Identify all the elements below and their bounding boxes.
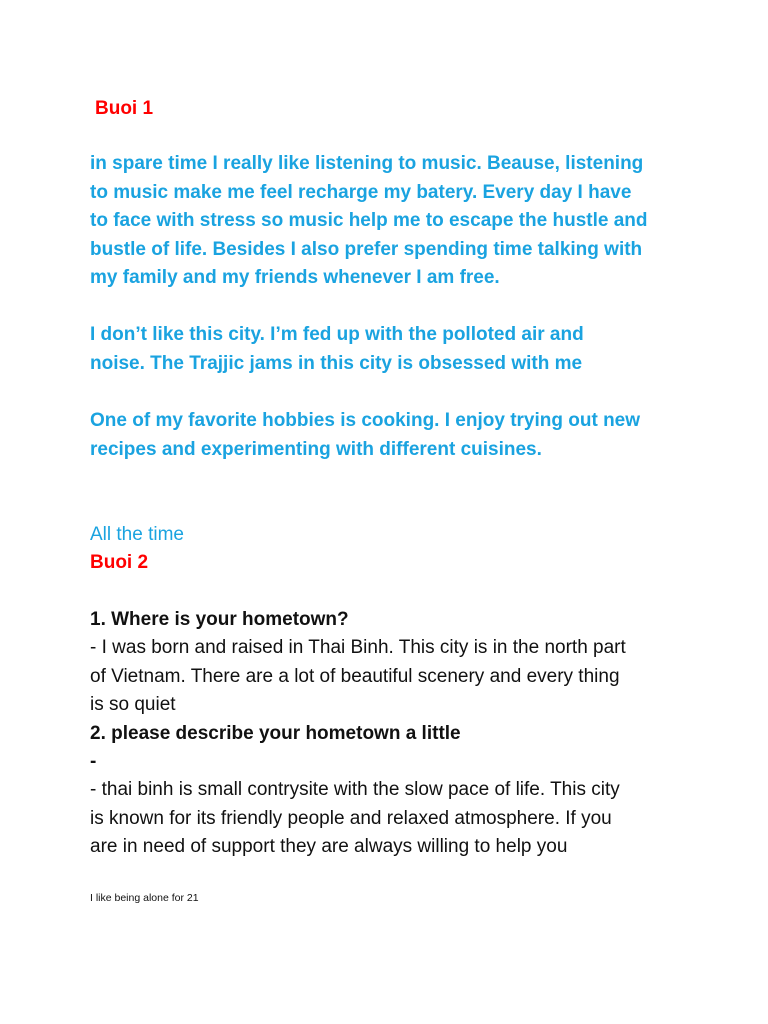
text-line: recipes and experimenting with different cuisines.: [90, 438, 542, 460]
text-line: in spare time I really like listening to music. Beause, listening: [90, 153, 644, 174]
text-line: I don’t like this city. I’m fed up with the polloted air and: [90, 324, 584, 345]
answer-1: [90, 634, 690, 720]
answer-2: [90, 776, 690, 862]
text-line: of Vietnam. There are a lot of beautiful scenery and every thing: [90, 665, 620, 687]
text-line: is so quiet: [90, 694, 176, 716]
question-1: 1. Where is your hometown?: [90, 609, 349, 630]
session1-paragraph-3: [90, 407, 690, 464]
text-line: - I was born and raised in Thai Binh. This city is in the north part: [90, 637, 626, 658]
text-line: One of my favorite hobbies is cooking. I enjoy trying out new: [90, 410, 641, 431]
session2-heading: Buoi 2: [90, 552, 149, 573]
text-line: noise. The Trajjic jams in this city is obsessed with me: [90, 352, 583, 374]
text-line: to music make me feel recharge my batery. Every day I have: [90, 181, 632, 203]
text-line: to face with stress so music help me to escape the hustle and: [90, 210, 648, 231]
session1-closing: All the time: [90, 524, 184, 545]
answer-2-dash: -: [90, 751, 97, 772]
question-2: 2. please describe your hometown a little: [90, 723, 461, 744]
session1-paragraph-1: [90, 150, 690, 293]
text-line: bustle of life. Besides I also prefer spending time talking with: [90, 238, 643, 260]
text-line: are in need of support they are always willing to help you: [90, 836, 568, 858]
text-line: - thai binh is small contrysite with the slow pace of life. This city: [90, 779, 620, 800]
footnote: I like being alone for 21: [90, 892, 199, 904]
text-line: my family and my friends whenever I am free.: [90, 267, 500, 288]
text-line: is known for its friendly people and relaxed atmosphere. If you: [90, 807, 612, 829]
session1-heading: Buoi 1: [95, 98, 154, 119]
session1-paragraph-2: [90, 321, 690, 378]
